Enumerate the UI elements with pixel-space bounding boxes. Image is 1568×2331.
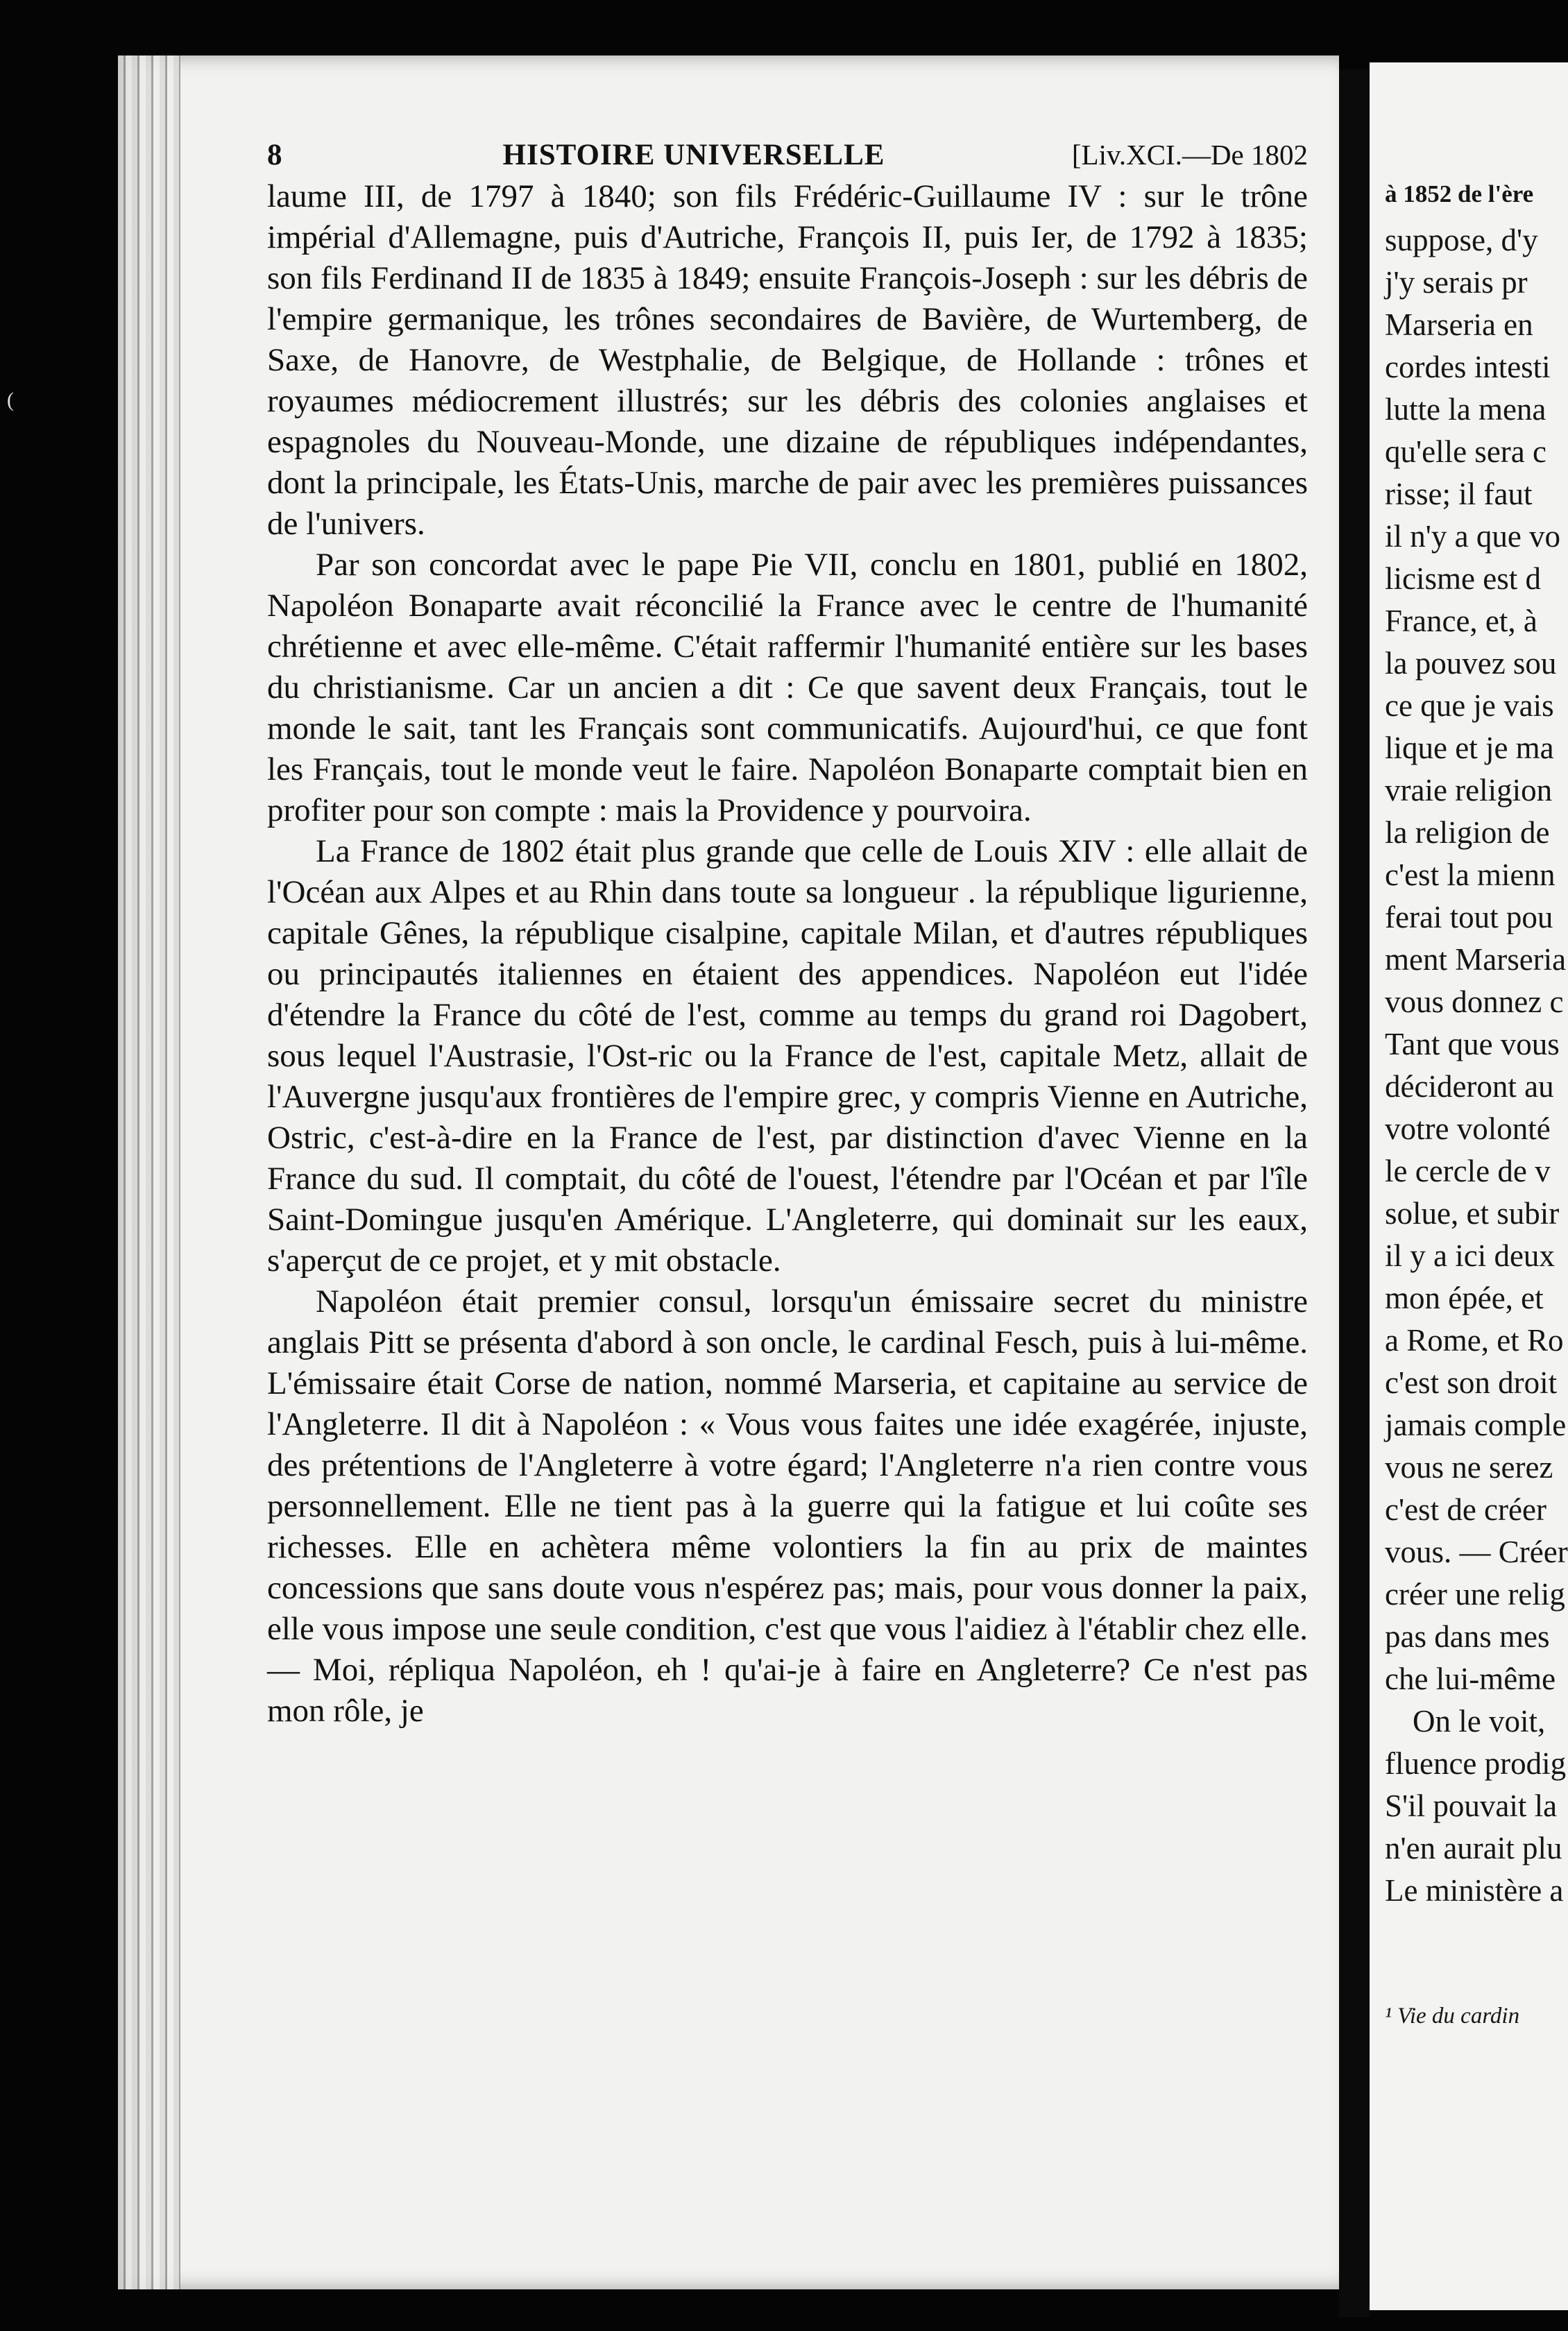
right-line: c'est son droit	[1385, 1365, 1558, 1400]
section-reference: [Liv.XCI.—De 1802	[1071, 139, 1308, 171]
right-line: votre volonté	[1385, 1111, 1551, 1146]
right-line: France, et, à	[1385, 604, 1537, 638]
book-gutter	[1339, 69, 1370, 2317]
right-line: n'en aurait plu	[1385, 1831, 1562, 1865]
right-line: licisme est d	[1385, 561, 1541, 596]
right-line: le cercle de v	[1385, 1154, 1551, 1188]
paragraph-2: Par son concordat avec le pape Pie VII, conclu en 1801, publié en 1802, Napoléon Bonaparte avait réconcilié la France avec le centre de l'humanité chrétienne et avec elle-même. C'était raffermir l'humanité entière sur les bases du christianisme. Car un ancien a dit : Ce que savent deux Français, tout le monde le sait, tant les Français sont communicatifs. Aujourd'hui, ce que font les Français, tout le monde veut le faire. Napoléon Bonaparte comptait bien en profiter pour son compte : mais la Providence y pourvoira.	[267, 547, 1308, 828]
right-line: Le ministère a	[1385, 1873, 1564, 1908]
page-header	[267, 135, 1308, 175]
right-line: che lui-même	[1385, 1662, 1556, 1696]
right-line: solue, et subir	[1385, 1196, 1560, 1231]
margin-mark: (	[7, 388, 14, 411]
page-edge-lines	[118, 56, 180, 2289]
right-line: ferai tout pou	[1385, 900, 1553, 934]
right-line: lique et je ma	[1385, 731, 1554, 765]
left-page-content	[267, 135, 1308, 1732]
body-text	[267, 176, 1308, 1732]
right-line: vous ne serez	[1385, 1450, 1553, 1485]
right-line: cordes intesti	[1385, 350, 1551, 384]
right-line: créer une relig	[1385, 1577, 1565, 1612]
right-line: vous donnez c	[1385, 984, 1564, 1019]
right-line: a Rome, et Ro	[1385, 1323, 1564, 1358]
right-line: ce que je vais	[1385, 688, 1554, 723]
right-line: mon épée, et	[1385, 1281, 1544, 1315]
right-line: suppose, d'y	[1385, 223, 1538, 257]
right-line: la pouvez sou	[1385, 646, 1557, 681]
paragraph-3: La France de 1802 était plus grande que celle de Louis XIV : elle allait de l'Océan aux Alpes et au Rhin dans toute sa longueur . la république ligurienne, capitale Gênes, la république cisalpine, capitale Milan, et d'autres républiques ou principautés italiennes en étaient des appendices. Napoléon eut l'idée d'étendre la France du côté de l'est, comme au temps du grand roi Dagobert, sous lequel l'Austrasie, l'Ost-ric ou la France de l'est, capitale Metz, allait de l'Auvergne jusqu'aux frontières de l'empire grec, y compris Vienne en Autriche, Ostric, c'est-à-dire en la France de l'est, par distinction d'avec Vienne en la France du sud. Il comptait, du côté de l'ouest, l'étendre par l'Océan et par l'île Saint-Domingue jusqu'en Amérique. L'Angleterre, qui dominait sur les eaux, s'aperçut de ce projet, et y mit obstacle.	[267, 833, 1308, 1279]
right-line: vraie religion	[1385, 773, 1553, 808]
right-line: c'est de créer	[1385, 1492, 1546, 1527]
right-line: vous. — Créer	[1385, 1535, 1568, 1569]
paragraph-4: Napoléon était premier consul, lorsqu'un émissaire secret du ministre anglais Pitt se présenta d'abord à son oncle, le cardinal Fesch, puis à lui-même. L'émissaire était Corse de nation, nommé Marseria, et capitaine au service de l'Angleterre. Il dit à Napoléon : « Vous vous faites une idée exagérée, injuste, des prétentions de l'Angleterre à votre égard; l'Angleterre n'a rien contre vous personnellement. Elle ne tient pas à la guerre qui la fatigue et lui coûte ses richesses. Elle en achètera même volontiers la fin au prix de maintes concessions que sans doute vous n'espérez pas; mais, pour vous donner la paix, elle vous impose une seule condition, c'est que vous l'aidiez à l'établir chez elle. — Moi, répliqua Napoléon, eh ! qu'ai-je à faire en Angleterre? Ce n'est pas mon rôle, je	[267, 1283, 1308, 1729]
right-line: On le voit,	[1413, 1704, 1546, 1739]
right-line: Marseria en	[1385, 307, 1533, 342]
running-title: HISTOIRE UNIVERSELLE	[502, 139, 885, 171]
right-line: fluence prodig	[1385, 1746, 1567, 1781]
right-line: il n'y a que vo	[1385, 519, 1561, 554]
right-line: la religion de	[1385, 815, 1550, 850]
right-page-header: à 1852 de l'ère	[1385, 180, 1534, 207]
right-footnote: ¹ Vie du cardin	[1385, 2004, 1520, 2029]
right-line: j'y serais pr	[1385, 265, 1528, 300]
right-line: S'il pouvait la	[1385, 1788, 1558, 1823]
right-line: lutte la mena	[1385, 392, 1546, 427]
right-line: ment Marseria	[1385, 942, 1567, 977]
right-line: décideront au	[1385, 1069, 1554, 1104]
right-line: pas dans mes	[1385, 1619, 1550, 1654]
paragraph-1: laume III, de 1797 à 1840; son fils Frédéric-Guillaume IV : sur le trône impérial d'Allemagne, puis d'Autriche, François II, puis Ier, de 1792 à 1835; son fils Ferdinand II de 1835 à 1849; ensuite François-Joseph : sur les débris de l'empire germanique, les trônes secondaires de Bavière, de Wurtemberg, de Saxe, de Hanovre, de Westphalie, de Belgique, de Hollande : trônes et royaumes médiocrement illustrés; sur les débris des colonies anglaises et espagnoles du Nouveau-Monde, une dizaine de républiques indépendantes, dont la principale, les États-Unis, marche de pair avec les premières puissances de l'univers.	[267, 178, 1308, 542]
right-page-content	[1385, 173, 1568, 2038]
right-line: il y a ici deux	[1385, 1238, 1555, 1273]
right-line: c'est la mienn	[1385, 857, 1556, 892]
right-line: Tant que vous	[1385, 1027, 1560, 1061]
page-number: 8	[267, 139, 282, 171]
right-line: risse; il faut	[1385, 477, 1533, 511]
right-line: jamais comple	[1385, 1408, 1567, 1442]
right-page	[1370, 62, 1568, 2310]
right-line: qu'elle sera c	[1385, 434, 1546, 469]
